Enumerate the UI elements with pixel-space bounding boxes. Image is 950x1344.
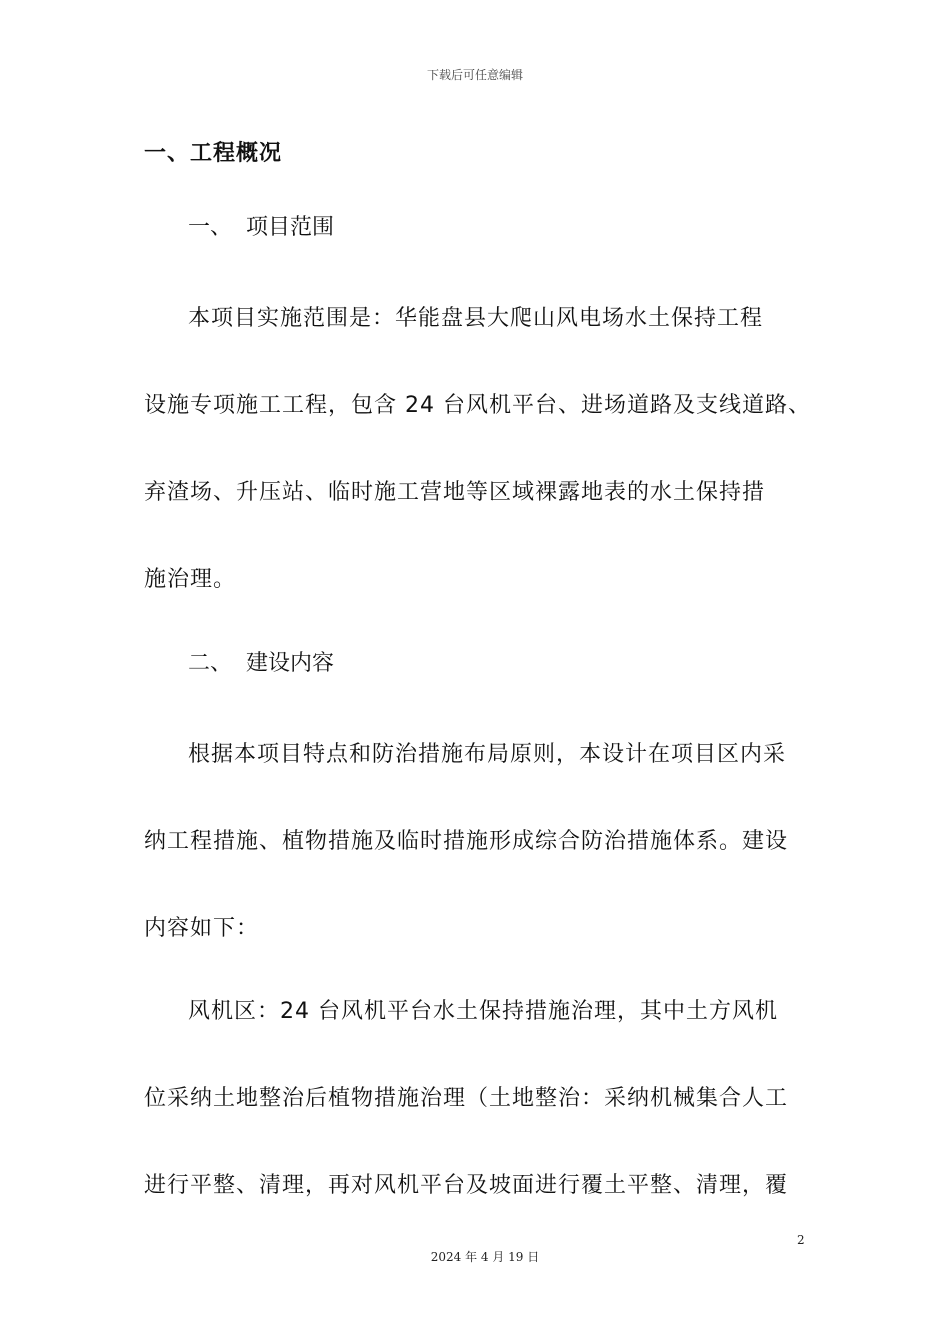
page-number: 2 <box>797 1233 805 1247</box>
paragraph-line: 弃渣场、升压站、临时施工营地等区域裸露地表的水土保持措 <box>144 480 766 505</box>
section-title: 一、工程概况 <box>144 141 283 166</box>
paragraph-line: 设施专项施工工程，包含 24 台风机平台、进场道路及支线道路、 <box>144 393 811 418</box>
paragraph-line: 根据本项目特点和防治措施布局原则，本设计在项目区内采 <box>188 742 787 767</box>
paragraph-line: 风机区：24 台风机平台水土保持措施治理，其中土方风机 <box>188 999 778 1024</box>
page-header: 下载后可任意编辑 <box>426 68 523 82</box>
paragraph-line: 本项目实施范围是：华能盘县大爬山风电场水土保持工程 <box>188 306 764 331</box>
subsection-heading-scope <box>188 210 334 241</box>
subsection-number: 二、 <box>188 651 233 676</box>
paragraph-line: 纳工程措施、植物措施及临时措施形成综合防治措施体系。建设 <box>144 829 789 854</box>
subsection-title: 项目范围 <box>246 215 335 240</box>
subsection-title: 建设内容 <box>246 651 335 676</box>
paragraph-line: 内容如下： <box>144 916 260 941</box>
paragraph-line: 进行平整、清理，再对风机平台及坡面进行覆土平整、清理，覆 <box>144 1173 789 1198</box>
paragraph-line: 位采纳土地整治后植物措施治理（土地整治：采纳机械集合人工 <box>144 1086 789 1111</box>
subsection-number: 一、 <box>188 215 233 240</box>
footer-date: 2024 年 4 月 19 日 <box>430 1250 540 1264</box>
paragraph-line: 施治理。 <box>144 567 237 592</box>
subsection-heading-content <box>188 646 334 677</box>
